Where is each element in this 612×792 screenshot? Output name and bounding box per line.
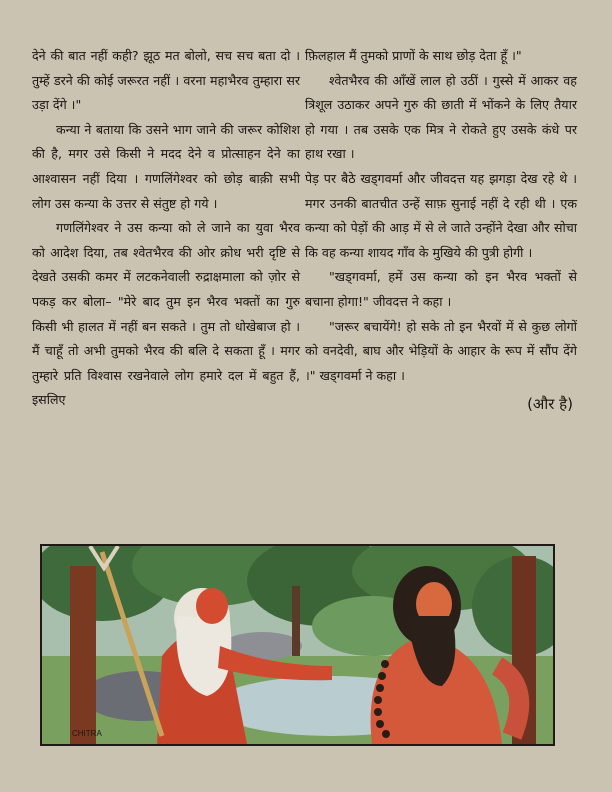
right-text-column	[305, 44, 577, 417]
paragraph: फ़िलहाल मैं तुमको प्राणों के साथ छोड़ देता हूँ ।"	[305, 48, 522, 63]
paragraph: "खड्गवर्मा, हमें उस कन्या को इन भैरव भक्तों से बचाना होगा!" जीवदत्त ने कहा ।	[305, 269, 577, 309]
paragraph: पेड़ पर बैठे खड्गवर्मा और जीवदत्त यह झगड़ा देख रहे थे । मगर उनकी बातचीत उन्हें साफ़ सुनाई नहीं दे रही थी । एक कन्या को पेड़ों की आड़ में से ले जाते उन्होंने देखा और सोचा कि वह कन्या शायद गाँव के मुखिये की पुत्री होगी ।	[305, 170, 577, 260]
left-text-column	[32, 44, 300, 413]
paragraph: कन्या ने बताया कि उसने भाग जाने की जरूर कोशिश की है, मगर उसे किसी ने मदद देने व प्रोत्साहन देने का आश्वासन नहीं दिया । गणलिंगेश्वर को छोड़ बाक़ी सभी लोग उस कन्या के उत्तर से संतुष्ट हो गये ।	[32, 121, 300, 211]
artist-signature: CHITRA	[72, 729, 102, 738]
story-illustration	[40, 544, 555, 746]
continued-label: (और है)	[527, 395, 573, 414]
paragraph: गणलिंगेश्वर ने उस कन्या को ले जाने का युवा भैरव को आदेश दिया, तब श्वेतभैरव की ओर क्रोध भरी दृष्टि से देखते उसकी कमर में लटकनेवाली रुद्राक्षमाला को ज़ोर से पकड़ कर बोला– "मेरे बाद तुम इन भैरव भक्तों का गुरु किसी भी हालत में नहीं बन सकते । तुम तो धोखेबाज हो । मैं चाहूँ तो अभी तुमको भैरव की बलि दे सकता हूँ । मगर तुम्हारे प्रति विश्वास रखनेवाले लोग हमारे दल में बहुत हैं, इसलिए	[32, 220, 300, 408]
forest-confrontation-illustration	[42, 546, 553, 744]
paragraph: श्वेतभैरव की आँखें लाल हो उठीं । गुस्से में आकर वह त्रिशूल उठाकर अपने गुरु की छाती में भोंकने के लिए तैयार हो गया । तब उसके एक मित्र ने रोकते हुए उसके कंधे पर हाथ रखा ।	[305, 72, 577, 162]
paragraph: "जरूर बचायेंगे! हो सके तो इन भैरवों में से कुछ लोगों को वनदेवी, बाघ और भेड़ियों के आहार के रूप में सौंप देंगे ।" खड्गवर्मा ने कहा ।	[305, 318, 577, 383]
paragraph: देने की बात नहीं कही? झूठ मत बोलो, सच सच बता दो । तुम्हें डरने की कोई जरूरत नहीं । वरना महाभैरव तुम्हारा सर उड़ा देंगे ।"	[32, 48, 300, 113]
